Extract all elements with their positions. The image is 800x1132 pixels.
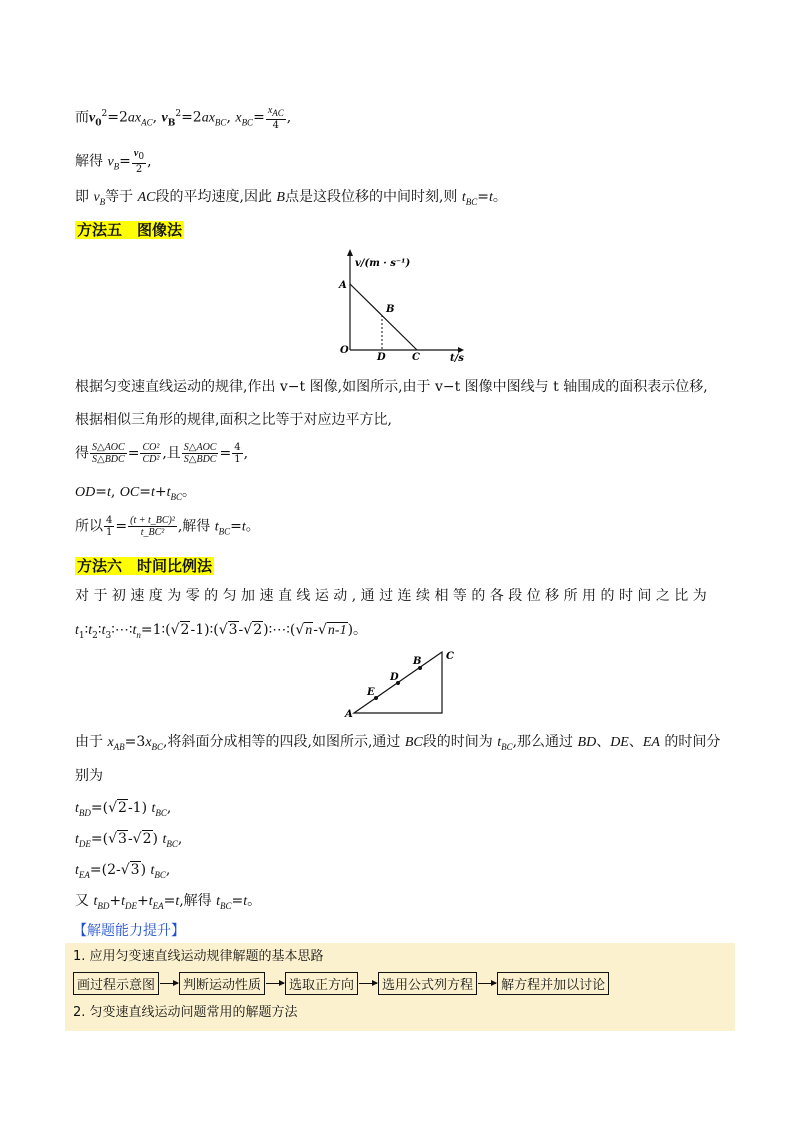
equation-line-1 bbox=[75, 104, 291, 133]
text: ,将斜面分成相等的四段,如图所示,通过 bbox=[163, 734, 405, 750]
label-c: C bbox=[412, 352, 420, 362]
text: 等于 bbox=[105, 189, 138, 205]
text: 点是这段位移的中间时刻,则 bbox=[284, 189, 462, 205]
label-d: D bbox=[390, 672, 399, 683]
panel-point-2: 2. 匀变速直线运动问题常用的解题方法 bbox=[73, 1005, 298, 1020]
text: , bbox=[147, 153, 152, 170]
text: + bbox=[136, 893, 149, 909]
equation-line-8 bbox=[75, 515, 260, 541]
flow-arrow-icon bbox=[266, 983, 284, 984]
sub: B bbox=[113, 161, 120, 172]
var: t bbox=[132, 623, 137, 638]
sub: 1 bbox=[78, 630, 85, 641]
var-vB: v bbox=[161, 110, 168, 126]
text: -1) bbox=[127, 800, 152, 816]
var: t bbox=[175, 894, 180, 909]
text: = bbox=[230, 518, 242, 535]
sub: 3 bbox=[105, 630, 112, 641]
sqrt: √2 bbox=[132, 831, 152, 847]
var: t bbox=[151, 801, 156, 816]
text: = bbox=[115, 518, 128, 535]
v-axis-arrow bbox=[347, 249, 353, 256]
var: ax bbox=[201, 110, 215, 126]
flow-step-5: 解方程并加以讨论 bbox=[497, 972, 609, 995]
radicand: 3 bbox=[130, 862, 140, 878]
text: =1∶( bbox=[140, 622, 171, 638]
flow-step-4: 选用公式列方程 bbox=[378, 972, 477, 995]
sqrt: √2 bbox=[170, 622, 190, 638]
sub: BC bbox=[218, 526, 231, 537]
var: BC bbox=[404, 735, 423, 750]
text: =3 bbox=[124, 734, 146, 750]
label-a: A bbox=[345, 709, 353, 718]
sub: B bbox=[167, 118, 176, 129]
panel-point-1: 1. 应用匀变速直线运动规律解题的基本思路 bbox=[73, 949, 324, 964]
sub: EA bbox=[152, 900, 164, 911]
num: 4 bbox=[106, 515, 113, 526]
var: t bbox=[489, 190, 493, 205]
v-axis-label: v/(m · s⁻¹) bbox=[355, 258, 411, 269]
text: - bbox=[238, 622, 244, 638]
text: = bbox=[139, 484, 151, 500]
num: CO² bbox=[142, 442, 160, 453]
text: ∶⋯∶ bbox=[111, 622, 133, 638]
num: (t + t_BC)² bbox=[130, 515, 175, 526]
text: 即 bbox=[75, 189, 94, 205]
label-b: B bbox=[386, 304, 395, 315]
var: t bbox=[75, 801, 79, 816]
text: 、 bbox=[628, 734, 643, 750]
paragraph-line-3 bbox=[75, 187, 507, 212]
text: 。 bbox=[247, 893, 262, 909]
text: 得 bbox=[75, 445, 89, 462]
text: 由于 bbox=[75, 734, 108, 750]
radicand: n-1 bbox=[327, 623, 347, 638]
var: t bbox=[150, 863, 155, 878]
text: 。 bbox=[181, 484, 196, 500]
sub: AC bbox=[272, 107, 284, 118]
text: -1)∶( bbox=[190, 622, 219, 638]
text: + bbox=[154, 484, 167, 500]
sub: BC bbox=[166, 838, 178, 849]
flow-arrow-icon bbox=[160, 983, 178, 984]
text: , bbox=[177, 831, 183, 847]
label-c: C bbox=[446, 651, 454, 662]
sub: AB bbox=[113, 741, 125, 752]
text: , bbox=[286, 109, 292, 126]
sub: BC bbox=[154, 869, 166, 880]
sub: BD bbox=[78, 807, 91, 818]
equation-line-7 bbox=[75, 482, 196, 507]
var: AC bbox=[137, 190, 156, 205]
text: )∶⋯∶( bbox=[263, 622, 296, 638]
var: t bbox=[214, 519, 219, 535]
den: 4 bbox=[272, 119, 279, 131]
den: 2 bbox=[135, 164, 143, 175]
var: x bbox=[235, 110, 242, 126]
text: =(2- bbox=[89, 862, 121, 878]
var: t bbox=[106, 485, 111, 500]
text: 。 bbox=[492, 189, 507, 205]
fraction bbox=[232, 442, 242, 465]
num: S△AOC bbox=[92, 442, 125, 453]
var: B bbox=[276, 190, 285, 205]
heading-text: 方法六 时间比例法 bbox=[77, 557, 213, 575]
label-d: D bbox=[377, 352, 386, 362]
sup: 2 bbox=[175, 109, 182, 119]
text: 又 bbox=[75, 893, 94, 909]
equation-line-13 bbox=[75, 798, 171, 823]
method-six-heading bbox=[75, 556, 214, 577]
sub: EA bbox=[78, 869, 90, 880]
text: 、 bbox=[596, 734, 611, 750]
var: t bbox=[162, 832, 167, 847]
var: t bbox=[216, 894, 221, 909]
sub: 0 bbox=[138, 152, 145, 162]
sub: BC bbox=[151, 741, 164, 752]
radicand: 3 bbox=[118, 831, 127, 847]
sqrt: √n bbox=[295, 622, 313, 638]
var: OC bbox=[119, 485, 140, 500]
equation-line-14 bbox=[75, 829, 182, 854]
text: 所以 bbox=[75, 518, 103, 535]
equation-line-15 bbox=[75, 860, 170, 885]
var: ax bbox=[127, 110, 142, 126]
text: = bbox=[95, 484, 107, 500]
fraction bbox=[90, 442, 127, 465]
ratio-line bbox=[75, 620, 367, 646]
fraction bbox=[132, 148, 146, 175]
text: - bbox=[127, 831, 133, 847]
text: = bbox=[219, 445, 232, 462]
flow-step-2: 判断运动性质 bbox=[179, 972, 265, 995]
sub: n bbox=[136, 629, 141, 640]
sub: DE bbox=[78, 838, 91, 849]
den: 1 bbox=[106, 527, 113, 538]
text: = bbox=[231, 893, 244, 909]
flow-arrow-icon bbox=[478, 983, 496, 984]
var: t bbox=[75, 623, 79, 638]
paragraph-line-4: 根据匀变速直线运动的规律,作出 v−t 图像,如图所示,由于 v−t 图像中图线与 t 轴围成的面积表示位移, bbox=[75, 379, 708, 395]
text: 解得 bbox=[75, 153, 108, 170]
sub: BC bbox=[155, 807, 167, 818]
paragraph-line-9: 对 于 初 速 度 为 零 的 匀 加 速 直 线 运 动 , 通 过 连 续 相 等 的 各 段 位 移 所 用 的 时 间 之 比 为 bbox=[75, 588, 707, 604]
sqrt: √3 bbox=[218, 622, 238, 638]
paragraph-line-5: 根据相似三角形的规律,面积之比等于对应边平方比, bbox=[75, 412, 392, 428]
text: ,解得 bbox=[179, 893, 217, 909]
fraction bbox=[140, 442, 161, 465]
var: t bbox=[75, 863, 79, 878]
den: t_BC² bbox=[140, 527, 165, 538]
sub: BC bbox=[170, 491, 182, 502]
text: 而 bbox=[75, 109, 89, 126]
var: BD bbox=[577, 735, 597, 750]
text: = bbox=[163, 893, 176, 909]
radicand: 2 bbox=[142, 831, 152, 847]
flow-arrow-icon bbox=[359, 983, 377, 984]
paragraph-line-12: 别为 bbox=[75, 768, 103, 784]
text: = bbox=[253, 109, 265, 126]
num: S△AOC bbox=[183, 442, 217, 453]
radicand: 2 bbox=[180, 622, 190, 638]
var: EA bbox=[642, 735, 660, 750]
text: = bbox=[119, 153, 131, 170]
var: v bbox=[107, 154, 114, 170]
text: ) bbox=[152, 831, 163, 847]
sqrt: √2 bbox=[243, 622, 263, 638]
num: x bbox=[267, 104, 273, 116]
den: S△BDC bbox=[92, 454, 125, 465]
var-v0: v bbox=[89, 110, 96, 126]
label-e: E bbox=[367, 687, 375, 698]
var: t bbox=[166, 485, 171, 500]
equation-line-6 bbox=[75, 442, 248, 465]
var: DE bbox=[610, 735, 629, 750]
text: = bbox=[477, 189, 490, 205]
text: , bbox=[152, 109, 162, 126]
text: ,那么通过 bbox=[512, 734, 578, 750]
var: t bbox=[88, 623, 93, 638]
text: , bbox=[110, 484, 120, 500]
var: t bbox=[93, 894, 98, 909]
sqrt: √2 bbox=[108, 800, 127, 816]
var: t bbox=[461, 190, 466, 205]
equation-line-16 bbox=[75, 891, 261, 916]
fraction bbox=[104, 515, 114, 538]
den: S△BDC bbox=[183, 454, 217, 465]
radicand: 2 bbox=[118, 800, 127, 816]
var: x bbox=[107, 735, 114, 750]
text: =( bbox=[90, 800, 109, 816]
text: - bbox=[313, 622, 318, 638]
var: t bbox=[241, 519, 246, 535]
sub: 2 bbox=[92, 630, 98, 641]
num: v bbox=[133, 148, 139, 159]
text: =( bbox=[90, 831, 109, 847]
section-title: 【解题能力提升】 bbox=[73, 923, 185, 939]
text: ∶ bbox=[84, 622, 89, 638]
var: t bbox=[121, 894, 125, 909]
var: x bbox=[145, 735, 152, 750]
text: ,解得 bbox=[177, 518, 215, 535]
radicand: n bbox=[305, 623, 313, 638]
sub: BC bbox=[220, 900, 232, 911]
flow-chart bbox=[73, 972, 609, 994]
num: 4 bbox=[234, 442, 241, 453]
var: t bbox=[150, 485, 155, 500]
sub: BC bbox=[501, 741, 513, 752]
sub: DE bbox=[124, 900, 137, 911]
sqrt: √n-1 bbox=[317, 622, 347, 638]
text: ) bbox=[140, 862, 151, 878]
sub: BD bbox=[97, 900, 110, 911]
den: 1 bbox=[234, 454, 241, 465]
label-o: O bbox=[340, 345, 349, 356]
text: ,且 bbox=[162, 445, 181, 462]
fraction bbox=[266, 105, 286, 131]
text: + bbox=[109, 893, 122, 909]
text: , bbox=[226, 109, 236, 126]
paragraph-line-11 bbox=[75, 732, 720, 757]
text: 的时间分 bbox=[659, 734, 721, 750]
heading-text: 方法五 图像法 bbox=[77, 221, 183, 239]
sub: BC bbox=[241, 117, 254, 128]
var: t bbox=[497, 735, 502, 750]
t-axis-label: t/s bbox=[450, 353, 464, 362]
sub: BC bbox=[465, 196, 478, 207]
incline-diagram bbox=[340, 646, 455, 718]
text: ∶ bbox=[97, 622, 102, 638]
var: v bbox=[93, 190, 100, 205]
sqrt: √3 bbox=[120, 862, 140, 878]
equation-line-2 bbox=[75, 148, 152, 176]
text: , bbox=[165, 862, 171, 878]
text: = bbox=[127, 445, 140, 462]
text: 。 bbox=[245, 518, 260, 535]
var: t bbox=[243, 894, 248, 909]
graph-line bbox=[350, 284, 417, 350]
text: 段的时间为 bbox=[422, 734, 498, 750]
var: t bbox=[75, 832, 79, 847]
text: )。 bbox=[347, 622, 368, 638]
text: 段的平均速度,因此 bbox=[155, 189, 277, 205]
text: , bbox=[166, 800, 172, 816]
label-b: B bbox=[413, 656, 422, 667]
sup: 2 bbox=[101, 109, 108, 119]
flow-step-3: 选取正方向 bbox=[285, 972, 358, 995]
sub: 0 bbox=[95, 118, 102, 129]
sub: B bbox=[99, 196, 106, 207]
flow-step-1: 画过程示意图 bbox=[73, 972, 159, 995]
label-a: A bbox=[339, 280, 347, 291]
den: CD² bbox=[142, 454, 160, 465]
fraction bbox=[182, 442, 219, 465]
text: =2 bbox=[107, 109, 128, 126]
method-five-heading bbox=[75, 220, 184, 241]
radicand: 3 bbox=[228, 622, 238, 638]
var: t bbox=[148, 894, 153, 909]
radicand: 2 bbox=[253, 622, 263, 638]
text: =2 bbox=[181, 109, 202, 126]
vt-graph bbox=[335, 246, 470, 362]
var: OD bbox=[75, 485, 96, 500]
var: t bbox=[101, 623, 106, 638]
sub: BC bbox=[214, 117, 227, 128]
fraction bbox=[128, 515, 177, 538]
text: , bbox=[243, 445, 249, 462]
sub: AC bbox=[141, 117, 153, 128]
sqrt: √3 bbox=[108, 831, 127, 847]
